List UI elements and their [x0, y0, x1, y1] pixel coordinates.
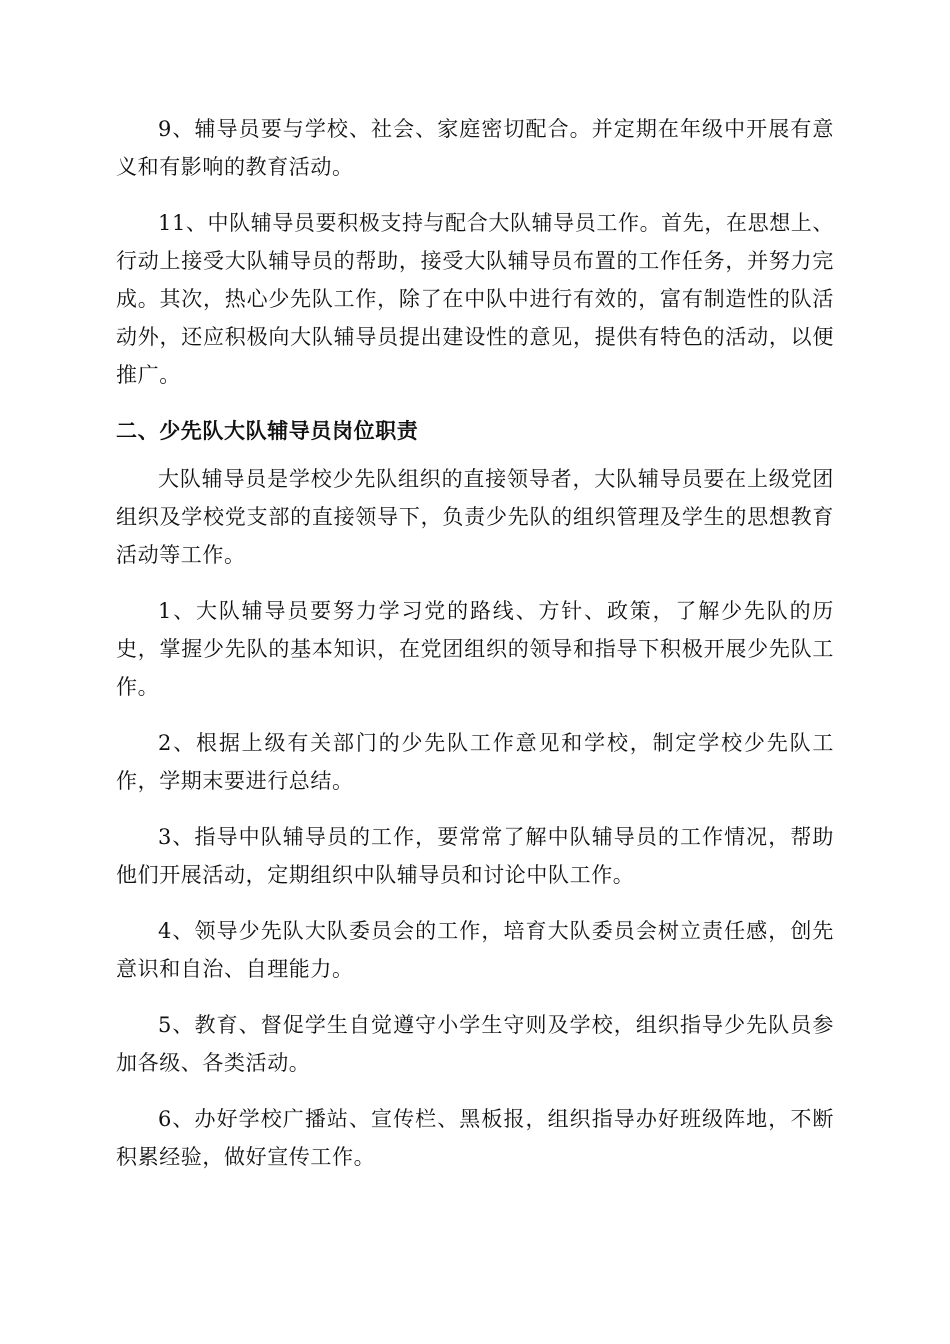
paragraph-intro: 大队辅导员是学校少先队组织的直接领导者，大队辅导员要在上级党团组织及学校党支部的直接领导下，负责少先队的组织管理及学生的思想教育活动等工作。 — [116, 467, 834, 567]
paragraph-item-2: 2、根据上级有关部门的少先队工作意见和学校，制定学校少先队工作，学期末要进行总结。 — [116, 731, 834, 793]
paragraph-item-1: 1、大队辅导员要努力学习党的路线、方针、政策，了解少先队的历史，掌握少先队的基本知识，在党团组织的领导和指导下积极开展少先队工作。 — [116, 599, 834, 699]
paragraph-item-9: 9、辅导员要与学校、社会、家庭密切配合。并定期在年级中开展有意义和有影响的教育活动。 — [116, 117, 834, 179]
paragraph-item-3: 3、指导中队辅导员的工作，要常常了解中队辅导员的工作情况，帮助他们开展活动，定期组织中队辅导员和讨论中队工作。 — [116, 825, 834, 887]
document-page — [116, 110, 834, 1194]
paragraph-item-5: 5、教育、督促学生自觉遵守小学生守则及学校，组织指导少先队员参加各级、各类活动。 — [116, 1013, 834, 1075]
section-heading: 二、少先队大队辅导员岗位职责 — [116, 419, 419, 443]
paragraph-item-11: 11、中队辅导员要积极支持与配合大队辅导员工作。首先，在思想上、行动上接受大队辅导员的帮助，接受大队辅导员布置的工作任务，并努力完成。其次，热心少先队工作，除了在中队中进行有效的，富有制造性的队活动外，还应积极向大队辅导员提出建设性的意见，提供有特色的活动，以便推广。 — [116, 211, 834, 387]
paragraph-item-6: 6、办好学校广播站、宣传栏、黑板报，组织指导办好班级阵地，不断积累经验，做好宣传工作。 — [116, 1107, 834, 1169]
paragraph-item-4: 4、领导少先队大队委员会的工作，培育大队委员会树立责任感，创先意识和自治、自理能力。 — [116, 919, 834, 981]
